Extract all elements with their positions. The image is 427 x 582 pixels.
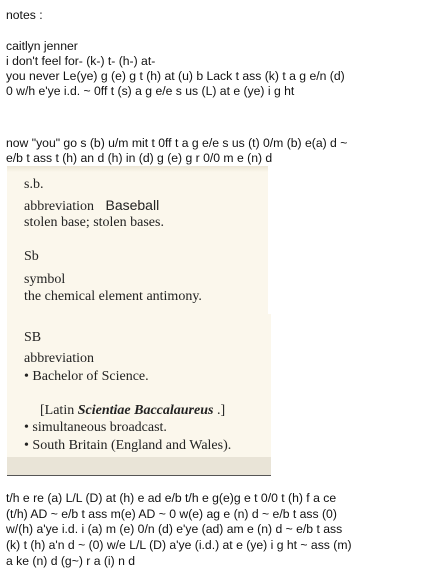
dictionary-entry-sb (7, 166, 268, 314)
note-line: a ke (n) d (g~) r a (i) n d (6, 554, 136, 568)
dict-pos: symbol (24, 272, 66, 287)
dict-definition: the chemical element antimony. (24, 289, 202, 304)
divider (7, 475, 271, 476)
dict-sense: • South Britain (England and Wales). (24, 438, 232, 453)
etym-open: [Latin (40, 403, 78, 418)
dict-pos-text: abbreviation (24, 199, 94, 214)
dict-headword: s.b. (24, 177, 44, 192)
panel-shade (7, 457, 271, 475)
dict-sense: • simultaneous broadcast. (24, 420, 167, 435)
panel-shade (7, 166, 268, 172)
note-line: w/(h) a'ye i.d. i (a) m (e) 0/n (d) e'ye (ad) am e (n) d ~ e/b t ass (6, 522, 343, 536)
dict-headword: SB (24, 330, 42, 345)
dict-pos (24, 197, 159, 215)
dict-sense: • Bachelor of Science. (24, 369, 149, 384)
dict-etymology (40, 403, 225, 419)
note-line: e/b t ass t (h) an d (h) in (d) g (e) g r 0/0 m e (n) d (6, 151, 273, 165)
dict-label: Baseball (105, 197, 160, 213)
note-line: you never Le(ye) g (e) g t (h) at (u) b Lack t ass (k) t a g e/n (d) (6, 69, 345, 83)
notes-heading: notes : (6, 8, 43, 22)
etym-close: .] (213, 403, 226, 418)
dict-definition: stolen base; stolen bases. (24, 215, 164, 230)
note-line: caitlyn jenner (6, 39, 78, 53)
dict-pos: abbreviation (24, 351, 94, 366)
note-line: i don't feel for- (k-) t- (h-) at- (6, 54, 156, 68)
note-line: (k) t (h) a'n d ~ (0) w/e L/L (D) a'ye (i.d.) at e (ye) i g ht ~ ass (m) (6, 538, 352, 552)
note-line: (t/h) AD ~ e/b t ass m(e) AD ~ 0 w(e) ag e (n) d ~ e/b t ass (0) (6, 507, 337, 521)
note-line: now "you" go s (b) u/m mit t 0ff t a g e/e s us (t) 0/m (b) e(a) d ~ (6, 136, 348, 150)
note-line: t/h e re (a) L/L (D) at (h) e ad e/b t/h e g(e)g e t 0/0 t (h) f a ce (6, 491, 337, 505)
dict-headword: Sb (24, 249, 39, 264)
etym-term: Scientiae Baccalaureus (77, 403, 214, 418)
note-line: 0 w/h e'ye i.d. ~ 0ff t (s) a g e/e s us (L) at e (ye) i g ht (6, 84, 295, 98)
dictionary-entry-SB (7, 314, 271, 475)
